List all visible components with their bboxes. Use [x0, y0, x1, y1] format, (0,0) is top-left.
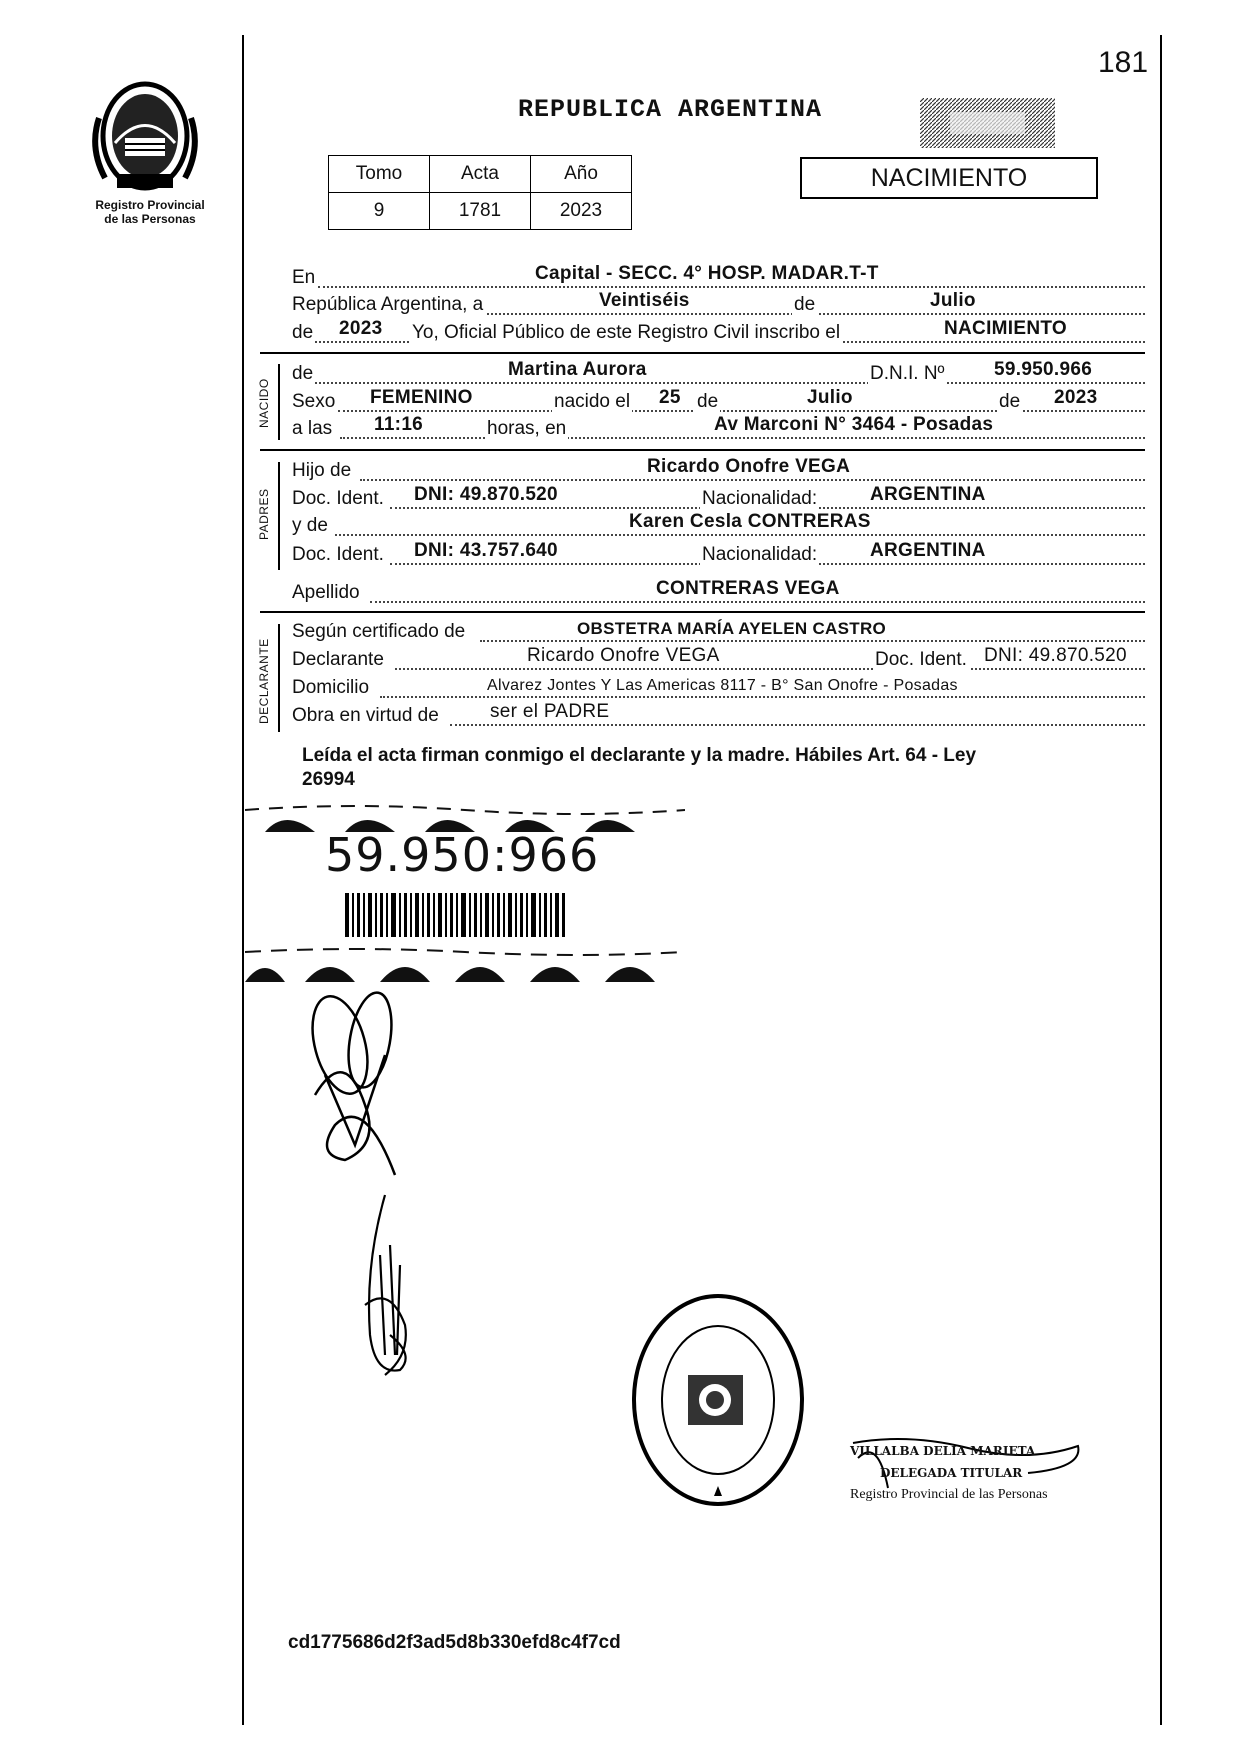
- logo-caption-line2: de las Personas: [104, 212, 196, 226]
- value-apellido: CONTRERAS VEGA: [656, 578, 840, 599]
- value-dia-letras: Veintiséis: [599, 290, 690, 311]
- nacido-bracket: [278, 364, 280, 440]
- row-declarante: [290, 645, 1145, 674]
- label-segun: Según certificado de: [292, 621, 466, 642]
- label-declarante: Declarante: [292, 649, 384, 670]
- label-dni: D.N.I. Nº: [870, 363, 945, 384]
- closing-statement: [302, 744, 1142, 792]
- signature-declarante: [285, 985, 425, 1185]
- serial-stamp-icon: [920, 98, 1055, 148]
- value-lugar: Capital - SECC. 4° HOSP. MADAR.T-T: [535, 263, 879, 284]
- row-fecha: [290, 290, 1145, 319]
- row-padre-doc: [290, 484, 1145, 513]
- barcode-icon: [345, 893, 567, 937]
- document-hash: cd1775686d2f3ad5d8b330efd8c4f7cd: [288, 1632, 621, 1653]
- dotted-leader: [318, 286, 1145, 288]
- value-madre-nac: ARGENTINA: [870, 540, 986, 561]
- value-padre-dni: DNI: 49.870.520: [414, 484, 558, 505]
- label-nacionalidad: Nacionalidad:: [702, 544, 818, 565]
- label-republica: República Argentina, a: [292, 294, 484, 315]
- record-table-values: [329, 193, 632, 230]
- label-sexo: Sexo: [292, 391, 336, 412]
- dotted-leader: [335, 534, 1145, 536]
- section-divider: [260, 611, 1145, 613]
- label-hijo-de: Hijo de: [292, 460, 352, 481]
- provincial-logo: [85, 78, 205, 198]
- delegate-stamp: [850, 1440, 1090, 1506]
- label-domicilio: Domicilio: [292, 677, 370, 698]
- record-table: [328, 155, 632, 230]
- value-certificado: OBSTETRA MARÍA AYELEN CASTRO: [577, 619, 887, 638]
- header-tomo: Tomo: [329, 156, 430, 193]
- delegate-name: VILLALBA DELIA MARIETA: [850, 1444, 1036, 1458]
- value-sexo: FEMENINO: [370, 387, 473, 408]
- label-nacido-el: nacido el: [554, 391, 631, 412]
- label-de: de: [292, 363, 314, 384]
- value-madre: Karen Cesla CONTRERAS: [629, 511, 871, 532]
- value-anio: 2023: [339, 318, 383, 339]
- dni-number-large: 59.950:966: [325, 828, 600, 882]
- row-lugar: [290, 263, 1145, 292]
- shield-emblem-icon: [85, 78, 205, 198]
- value-nac-mes: Julio: [807, 387, 853, 408]
- value-declarante: Ricardo Onofre VEGA: [527, 645, 720, 666]
- right-margin-line: [1160, 35, 1162, 1725]
- closing-line1: Leída el acta firman conmigo el declarante y la madre. Hábiles Art. 64 - Ley: [302, 745, 977, 766]
- label-doc-ident: Doc. Ident.: [875, 649, 967, 670]
- value-nac-anio: 2023: [1054, 387, 1098, 408]
- dotted-leader: [395, 668, 1145, 670]
- row-apellido: [290, 578, 1145, 607]
- value-dni: 59.950.966: [994, 359, 1093, 380]
- logo-caption: [80, 198, 220, 226]
- document-type-box: NACIMIENTO: [800, 157, 1098, 199]
- security-pattern-bottom: [245, 946, 685, 984]
- section-label-nacido: NACIDO: [257, 378, 271, 428]
- record-table-header: [329, 156, 632, 193]
- label-horas-en: horas, en: [487, 418, 567, 439]
- serial-stamp: [920, 98, 1055, 148]
- row-madre-doc: [290, 540, 1145, 569]
- section-divider: [260, 352, 1145, 354]
- value-declarante-dni: DNI: 49.870.520: [984, 645, 1127, 666]
- header-anio: Año: [531, 156, 632, 193]
- value-nombre: Martina Aurora: [508, 359, 647, 380]
- header-acta: Acta: [430, 156, 531, 193]
- label-de: de: [794, 294, 816, 315]
- value-tomo: 9: [329, 193, 430, 230]
- label-yo: Yo, Oficial Público de este Registro Civil inscribo el: [412, 322, 841, 343]
- row-sexo: [290, 387, 1145, 416]
- row-inscripcion: [290, 318, 1145, 347]
- label-nacionalidad: Nacionalidad:: [702, 488, 818, 509]
- value-padre: Ricardo Onofre VEGA: [647, 456, 851, 477]
- row-madre: [290, 511, 1145, 540]
- section-divider: [260, 449, 1145, 451]
- left-margin-line: [242, 35, 244, 1725]
- label-doc-ident: Doc. Ident.: [292, 488, 384, 509]
- value-hora: 11:16: [374, 414, 424, 435]
- value-acta: 1781: [430, 193, 531, 230]
- page-number: 181: [1098, 46, 1149, 79]
- value-mes: Julio: [930, 290, 976, 311]
- label-y-de: y de: [292, 515, 328, 536]
- dotted-leader: [340, 437, 1145, 439]
- label-de: de: [292, 322, 314, 343]
- value-madre-dni: DNI: 43.757.640: [414, 540, 558, 561]
- dotted-leader: [380, 696, 1145, 698]
- closing-line2: 26994: [302, 769, 355, 790]
- section-label-padres: PADRES: [257, 488, 271, 540]
- label-apellido: Apellido: [292, 582, 360, 603]
- value-padre-nac: ARGENTINA: [870, 484, 986, 505]
- label-obra: Obra en virtud de: [292, 705, 439, 726]
- dotted-leader: [480, 640, 1145, 642]
- section-label-declarante: DECLARANTE: [257, 638, 271, 724]
- row-nombre: [290, 359, 1145, 388]
- label-a-las: a las: [292, 418, 333, 439]
- padres-bracket: [278, 462, 280, 570]
- row-certificado: [290, 620, 1145, 646]
- value-lugar-nac: Av Marconi N° 3464 - Posadas: [714, 414, 994, 435]
- delegate-office: Registro Provincial de las Personas: [850, 1487, 1048, 1502]
- value-anio: 2023: [531, 193, 632, 230]
- label-de: de: [999, 391, 1021, 412]
- row-obra: [290, 701, 1145, 730]
- dotted-leader: [312, 382, 1145, 384]
- dotted-leader: [450, 724, 1145, 726]
- signature-madre: [345, 1185, 435, 1385]
- dotted-leader: [338, 410, 1145, 412]
- delegate-title: DELEGADA TITULAR: [880, 1466, 1023, 1480]
- row-padre: [290, 456, 1145, 485]
- row-hora: [290, 414, 1145, 443]
- dotted-leader: [370, 601, 1145, 603]
- logo-caption-line1: Registro Provincial: [95, 198, 205, 212]
- document-title: REPUBLICA ARGENTINA: [518, 95, 823, 124]
- official-seal: [628, 1290, 808, 1510]
- dotted-leader: [360, 479, 1145, 481]
- label-doc-ident: Doc. Ident.: [292, 544, 384, 565]
- value-domicilio: Alvarez Jontes Y Las Americas 8117 - B° San Onofre - Posadas: [487, 677, 958, 694]
- declarante-bracket: [278, 624, 280, 732]
- row-domicilio: [290, 676, 1145, 702]
- value-nac-dia: 25: [659, 387, 681, 408]
- value-obra: ser el PADRE: [490, 701, 610, 722]
- label-de: de: [697, 391, 719, 412]
- value-acto: NACIMIENTO: [944, 318, 1067, 339]
- label-en: En: [292, 267, 316, 288]
